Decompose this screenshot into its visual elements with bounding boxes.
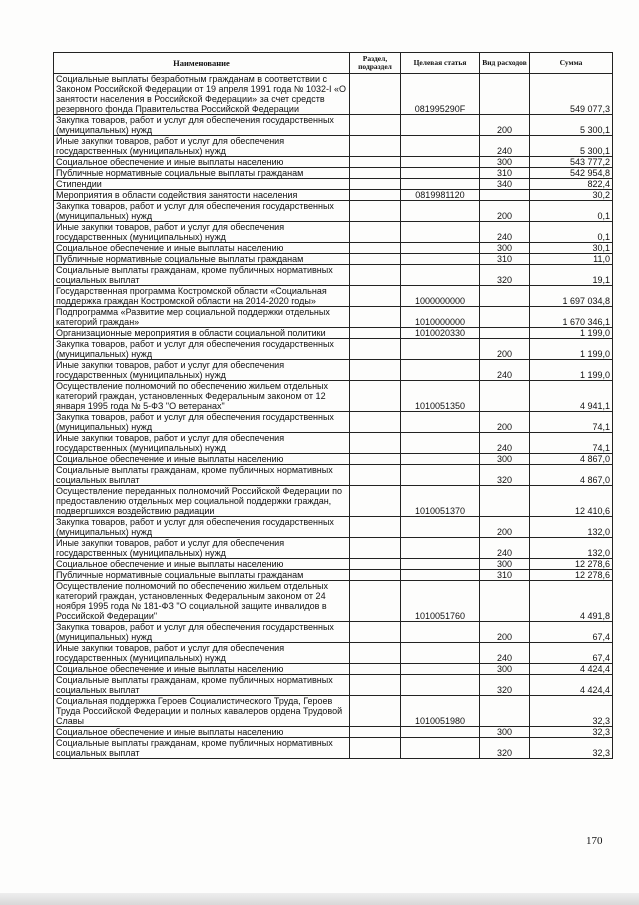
cell-name: Организационные мероприятия в области социальной политики bbox=[54, 328, 350, 339]
table-row bbox=[54, 190, 613, 201]
cell-target bbox=[401, 570, 480, 581]
cell-type: 310 bbox=[480, 254, 530, 265]
cell-sum: 67,4 bbox=[530, 622, 613, 643]
cell-name: Социальные выплаты гражданам, кроме публичных нормативных социальных выплат bbox=[54, 465, 350, 486]
cell-section bbox=[350, 328, 401, 339]
cell-target bbox=[401, 559, 480, 570]
cell-sum: 30,2 bbox=[530, 190, 613, 201]
cell-name: Подпрограмма «Развитие мер социальной поддержки отдельных категорий граждан» bbox=[54, 307, 350, 328]
cell-name: Публичные нормативные социальные выплаты гражданам bbox=[54, 254, 350, 265]
cell-target: 1010000000 bbox=[401, 307, 480, 328]
table-row bbox=[54, 381, 613, 412]
cell-type: 240 bbox=[480, 136, 530, 157]
cell-name: Стипендии bbox=[54, 179, 350, 190]
header-target: Целевая статья bbox=[401, 53, 480, 74]
cell-target bbox=[401, 265, 480, 286]
cell-sum: 30,1 bbox=[530, 243, 613, 254]
cell-target: 0819981120 bbox=[401, 190, 480, 201]
table-row bbox=[54, 738, 613, 759]
table-row bbox=[54, 454, 613, 465]
cell-section bbox=[350, 190, 401, 201]
cell-target: 1010051760 bbox=[401, 581, 480, 622]
table-row bbox=[54, 360, 613, 381]
cell-type bbox=[480, 486, 530, 517]
cell-section bbox=[350, 254, 401, 265]
cell-target: 1000000000 bbox=[401, 286, 480, 307]
cell-type bbox=[480, 581, 530, 622]
cell-target bbox=[401, 412, 480, 433]
cell-name: Закупка товаров, работ и услуг для обеспечения государственных (муниципальных) нужд bbox=[54, 412, 350, 433]
table-row bbox=[54, 307, 613, 328]
cell-sum: 4 424,4 bbox=[530, 664, 613, 675]
table-row bbox=[54, 412, 613, 433]
header-name: Наименование bbox=[54, 53, 350, 74]
cell-target bbox=[401, 168, 480, 179]
cell-sum: 542 954,8 bbox=[530, 168, 613, 179]
cell-name: Осуществление полномочий по обеспечению жильем отдельных категорий граждан, установленных Федеральным законом от 12 января 1995 года № 5-ФЗ "О ветеранах" bbox=[54, 381, 350, 412]
cell-type bbox=[480, 74, 530, 115]
cell-name: Государственная программа Костромской области «Социальная поддержка граждан Костромской области на 2014-2020 годы» bbox=[54, 286, 350, 307]
cell-type: 310 bbox=[480, 570, 530, 581]
cell-target bbox=[401, 454, 480, 465]
cell-sum: 12 410,6 bbox=[530, 486, 613, 517]
cell-section bbox=[350, 115, 401, 136]
cell-section bbox=[350, 381, 401, 412]
table-row bbox=[54, 622, 613, 643]
cell-section bbox=[350, 738, 401, 759]
cell-sum: 1 199,0 bbox=[530, 339, 613, 360]
cell-target: 1010051980 bbox=[401, 696, 480, 727]
cell-type: 320 bbox=[480, 465, 530, 486]
cell-sum: 1 670 346,1 bbox=[530, 307, 613, 328]
cell-name: Социальное обеспечение и иные выплаты населению bbox=[54, 727, 350, 738]
cell-name: Социальная поддержка Героев Социалистического Труда, Героев Труда Российской Федерации и полных кавалеров ордена Трудовой Славы bbox=[54, 696, 350, 727]
cell-sum: 74,1 bbox=[530, 433, 613, 454]
cell-type: 240 bbox=[480, 360, 530, 381]
cell-sum: 32,3 bbox=[530, 727, 613, 738]
scan-edge bbox=[0, 893, 639, 905]
cell-name: Иные закупки товаров, работ и услуг для обеспечения государственных (муниципальных) нужд bbox=[54, 643, 350, 664]
cell-name: Социальные выплаты безработным гражданам в соответствии с Законом Российской Федерации от 19 апреля 1991 года № 1032-I «О занятости населения в Российской Федерации» за счет средств резервного фонда Правительства Российской Федерации bbox=[54, 74, 350, 115]
cell-sum: 4 424,4 bbox=[530, 675, 613, 696]
header-sum: Сумма bbox=[530, 53, 613, 74]
cell-target: 081995290F bbox=[401, 74, 480, 115]
table-row bbox=[54, 643, 613, 664]
cell-name: Социальное обеспечение и иные выплаты населению bbox=[54, 454, 350, 465]
cell-name: Иные закупки товаров, работ и услуг для обеспечения государственных (муниципальных) нужд bbox=[54, 136, 350, 157]
cell-target bbox=[401, 738, 480, 759]
cell-type: 200 bbox=[480, 412, 530, 433]
table-row bbox=[54, 254, 613, 265]
table-body bbox=[54, 74, 613, 759]
cell-section bbox=[350, 675, 401, 696]
cell-section bbox=[350, 339, 401, 360]
cell-sum: 822,4 bbox=[530, 179, 613, 190]
cell-sum: 5 300,1 bbox=[530, 136, 613, 157]
table-row bbox=[54, 328, 613, 339]
cell-section bbox=[350, 517, 401, 538]
cell-target bbox=[401, 664, 480, 675]
cell-type bbox=[480, 696, 530, 727]
cell-name: Социальное обеспечение и иные выплаты населению bbox=[54, 243, 350, 254]
cell-type: 240 bbox=[480, 222, 530, 243]
cell-section bbox=[350, 286, 401, 307]
cell-target bbox=[401, 465, 480, 486]
cell-sum: 4 867,0 bbox=[530, 454, 613, 465]
table-row bbox=[54, 157, 613, 168]
cell-target bbox=[401, 136, 480, 157]
cell-target bbox=[401, 622, 480, 643]
cell-sum: 32,3 bbox=[530, 696, 613, 727]
cell-name: Социальное обеспечение и иные выплаты населению bbox=[54, 559, 350, 570]
table-row bbox=[54, 115, 613, 136]
cell-section bbox=[350, 454, 401, 465]
cell-name: Социальное обеспечение и иные выплаты населению bbox=[54, 664, 350, 675]
cell-name: Осуществление переданных полномочий Российской Федерации по предоставлению отдельных мер социальной поддержки граждан, подвергшихся воздействию радиации bbox=[54, 486, 350, 517]
cell-type: 300 bbox=[480, 243, 530, 254]
cell-sum: 4 491,8 bbox=[530, 581, 613, 622]
cell-target bbox=[401, 243, 480, 254]
cell-name: Закупка товаров, работ и услуг для обеспечения государственных (муниципальных) нужд bbox=[54, 115, 350, 136]
cell-section bbox=[350, 643, 401, 664]
cell-type: 300 bbox=[480, 454, 530, 465]
cell-target bbox=[401, 517, 480, 538]
cell-sum: 32,3 bbox=[530, 738, 613, 759]
cell-sum: 11,0 bbox=[530, 254, 613, 265]
cell-sum: 5 300,1 bbox=[530, 115, 613, 136]
cell-sum: 12 278,6 bbox=[530, 570, 613, 581]
cell-sum: 132,0 bbox=[530, 517, 613, 538]
cell-target bbox=[401, 538, 480, 559]
cell-section bbox=[350, 243, 401, 254]
cell-sum: 132,0 bbox=[530, 538, 613, 559]
cell-name: Социальные выплаты гражданам, кроме публичных нормативных социальных выплат bbox=[54, 265, 350, 286]
cell-target bbox=[401, 643, 480, 664]
cell-section bbox=[350, 74, 401, 115]
cell-target bbox=[401, 675, 480, 696]
table-row bbox=[54, 339, 613, 360]
cell-section bbox=[350, 179, 401, 190]
table-row bbox=[54, 465, 613, 486]
cell-name: Публичные нормативные социальные выплаты гражданам bbox=[54, 570, 350, 581]
cell-section bbox=[350, 696, 401, 727]
cell-name: Закупка товаров, работ и услуг для обеспечения государственных (муниципальных) нужд bbox=[54, 201, 350, 222]
cell-name: Публичные нормативные социальные выплаты гражданам bbox=[54, 168, 350, 179]
cell-type bbox=[480, 328, 530, 339]
cell-type: 240 bbox=[480, 538, 530, 559]
cell-section bbox=[350, 168, 401, 179]
table-row bbox=[54, 559, 613, 570]
cell-target bbox=[401, 201, 480, 222]
cell-sum: 543 777,2 bbox=[530, 157, 613, 168]
cell-sum: 0,1 bbox=[530, 201, 613, 222]
cell-type: 300 bbox=[480, 727, 530, 738]
cell-target bbox=[401, 222, 480, 243]
cell-type: 340 bbox=[480, 179, 530, 190]
budget-table bbox=[53, 52, 613, 759]
cell-sum: 1 199,0 bbox=[530, 360, 613, 381]
cell-type: 320 bbox=[480, 675, 530, 696]
cell-target bbox=[401, 339, 480, 360]
cell-section bbox=[350, 622, 401, 643]
cell-section bbox=[350, 222, 401, 243]
cell-type: 200 bbox=[480, 339, 530, 360]
table-row bbox=[54, 486, 613, 517]
cell-section bbox=[350, 486, 401, 517]
cell-target bbox=[401, 254, 480, 265]
table-row bbox=[54, 74, 613, 115]
cell-section bbox=[350, 465, 401, 486]
cell-target bbox=[401, 360, 480, 381]
table-row bbox=[54, 222, 613, 243]
table-row bbox=[54, 265, 613, 286]
cell-section bbox=[350, 727, 401, 738]
table-row bbox=[54, 675, 613, 696]
table-row bbox=[54, 727, 613, 738]
cell-name: Мероприятия в области содействия занятости населения bbox=[54, 190, 350, 201]
cell-type: 200 bbox=[480, 201, 530, 222]
cell-type: 320 bbox=[480, 738, 530, 759]
cell-type: 310 bbox=[480, 168, 530, 179]
cell-target bbox=[401, 115, 480, 136]
cell-name: Социальные выплаты гражданам, кроме публичных нормативных социальных выплат bbox=[54, 675, 350, 696]
cell-name: Иные закупки товаров, работ и услуг для обеспечения государственных (муниципальных) нужд bbox=[54, 222, 350, 243]
cell-sum: 67,4 bbox=[530, 643, 613, 664]
cell-sum: 74,1 bbox=[530, 412, 613, 433]
cell-target bbox=[401, 179, 480, 190]
cell-section bbox=[350, 570, 401, 581]
cell-sum: 549 077,3 bbox=[530, 74, 613, 115]
table-row bbox=[54, 179, 613, 190]
cell-section bbox=[350, 664, 401, 675]
cell-section bbox=[350, 157, 401, 168]
cell-type bbox=[480, 381, 530, 412]
cell-section bbox=[350, 538, 401, 559]
cell-type: 320 bbox=[480, 265, 530, 286]
cell-type: 300 bbox=[480, 157, 530, 168]
table-row bbox=[54, 433, 613, 454]
cell-name: Закупка товаров, работ и услуг для обеспечения государственных (муниципальных) нужд bbox=[54, 517, 350, 538]
header-type: Вид расходов bbox=[480, 53, 530, 74]
cell-target: 1010020330 bbox=[401, 328, 480, 339]
cell-target bbox=[401, 727, 480, 738]
table-row bbox=[54, 243, 613, 254]
cell-name: Социальное обеспечение и иные выплаты населению bbox=[54, 157, 350, 168]
cell-type bbox=[480, 307, 530, 328]
cell-section bbox=[350, 307, 401, 328]
cell-type: 240 bbox=[480, 433, 530, 454]
cell-type: 200 bbox=[480, 115, 530, 136]
cell-type: 200 bbox=[480, 622, 530, 643]
cell-section bbox=[350, 581, 401, 622]
cell-name: Иные закупки товаров, работ и услуг для обеспечения государственных (муниципальных) нужд bbox=[54, 433, 350, 454]
table-row bbox=[54, 570, 613, 581]
cell-sum: 12 278,6 bbox=[530, 559, 613, 570]
cell-name: Иные закупки товаров, работ и услуг для обеспечения государственных (муниципальных) нужд bbox=[54, 538, 350, 559]
cell-section bbox=[350, 412, 401, 433]
cell-name: Закупка товаров, работ и услуг для обеспечения государственных (муниципальных) нужд bbox=[54, 339, 350, 360]
cell-section bbox=[350, 360, 401, 381]
cell-section bbox=[350, 136, 401, 157]
table-row bbox=[54, 201, 613, 222]
cell-target: 1010051350 bbox=[401, 381, 480, 412]
cell-type bbox=[480, 190, 530, 201]
cell-sum: 4 941,1 bbox=[530, 381, 613, 412]
cell-type: 240 bbox=[480, 643, 530, 664]
table-row bbox=[54, 517, 613, 538]
cell-type: 200 bbox=[480, 517, 530, 538]
table-header-row bbox=[54, 53, 613, 74]
cell-sum: 19,1 bbox=[530, 265, 613, 286]
header-section: Раздел, подраздел bbox=[350, 53, 401, 74]
page-number: 170 bbox=[586, 835, 603, 847]
table-row bbox=[54, 136, 613, 157]
cell-target bbox=[401, 433, 480, 454]
cell-type: 300 bbox=[480, 664, 530, 675]
cell-sum: 4 867,0 bbox=[530, 465, 613, 486]
cell-name: Социальные выплаты гражданам, кроме публичных нормативных социальных выплат bbox=[54, 738, 350, 759]
table-row bbox=[54, 538, 613, 559]
cell-type bbox=[480, 286, 530, 307]
cell-name: Осуществление полномочий по обеспечению жильем отдельных категорий граждан, установленных Федеральным законом от 24 ноября 1995 года № 181-ФЗ "О социальной защите инвалидов в Российской Федерации" bbox=[54, 581, 350, 622]
cell-name: Иные закупки товаров, работ и услуг для обеспечения государственных (муниципальных) нужд bbox=[54, 360, 350, 381]
cell-section bbox=[350, 559, 401, 570]
cell-target bbox=[401, 157, 480, 168]
cell-name: Закупка товаров, работ и услуг для обеспечения государственных (муниципальных) нужд bbox=[54, 622, 350, 643]
cell-section bbox=[350, 265, 401, 286]
cell-target: 1010051370 bbox=[401, 486, 480, 517]
table-row bbox=[54, 664, 613, 675]
table-row bbox=[54, 581, 613, 622]
table-row bbox=[54, 168, 613, 179]
cell-section bbox=[350, 201, 401, 222]
cell-sum: 1 697 034,8 bbox=[530, 286, 613, 307]
cell-type: 300 bbox=[480, 559, 530, 570]
cell-section bbox=[350, 433, 401, 454]
cell-sum: 1 199,0 bbox=[530, 328, 613, 339]
cell-sum: 0,1 bbox=[530, 222, 613, 243]
table-row bbox=[54, 286, 613, 307]
table-row bbox=[54, 696, 613, 727]
